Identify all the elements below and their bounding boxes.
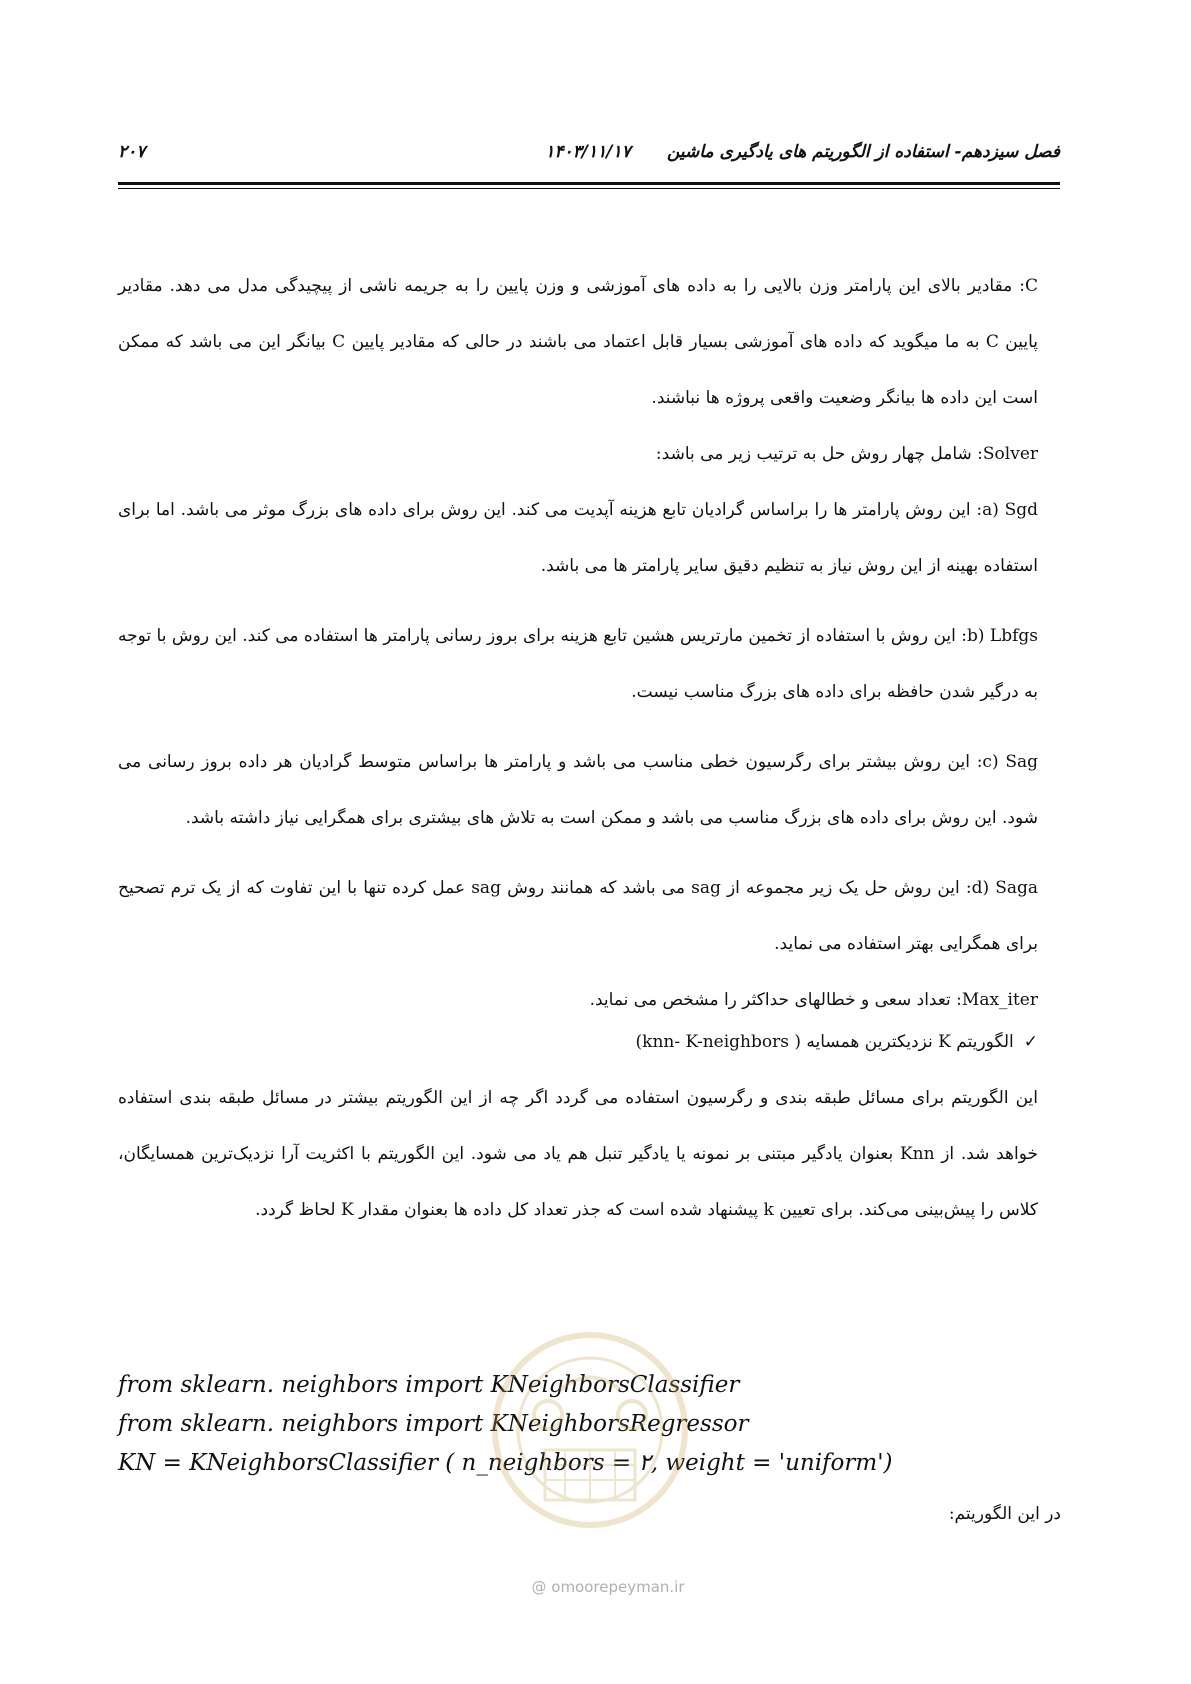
paragraph-sgd: a) Sgd: این روش پارامتر ها را براساس گرادیان تابع هزینه آپدیت می کند. این روش برای داده های بزرگ موثر می باشد. اما برای استفاده بهینه از این روش نیاز به تنظیم دقیق سایر پارامتر ها می باشد.	[118, 500, 1038, 576]
paragraph-sag: c) Sag: این روش بیشتر برای رگرسیون خطی مناسب می باشد و پارامتر ها براساس متوسط گرادیان هر داده بروز رسانی می شود. این روش برای داده های بزرگ مناسب می باشد و ممکن است به تلاش های بیشتری برای همگرایی نیاز داشته باشد.	[118, 752, 1038, 828]
page-number: ۲۰۷	[118, 142, 146, 162]
header-rule-thick	[118, 182, 1060, 185]
header-date: ۱۴۰۳/۱۱/۱۷	[545, 142, 631, 162]
paragraph-knn: این الگوریتم برای مسائل طبقه بندی و رگرسیون استفاده می گردد اگر چه از این الگوریتم بیشتر در مسائل طبقه بندی استفاده خواهد شد. از Knn بعنوان یادگیر مبتنی بر نمونه یا یادگیر تنبل هم یاد می شود. این الگوریتم با اکثریت آرا نزدیک‌ترین همسایگان، کلاس را پیش‌بینی می‌کند. برای تعیین k پیشنهاد شده است که جذر تعداد کل داده ها بعنوان مقدار K لحاظ گردد.	[118, 1088, 1038, 1220]
paragraph-lbfgs: b) Lbfgs: این روش با استفاده از تخمین مارتریس هشین تابع هزینه برای بروز رسانی پارامتر ها استفاده می کند. این روش با توجه به درگیر شدن حافظه برای داده های بزرگ مناسب نیست.	[118, 626, 1038, 702]
paragraph-max-iter: Max_iter: تعداد سعی و خطالهای حداکثر را مشخص می نماید.	[589, 990, 1038, 1010]
code-block	[118, 1366, 918, 1483]
checkmark-icon: ✓	[1023, 1032, 1038, 1052]
paragraph-solver: Solver: شامل چهار روش حل به ترتیب زیر می باشد:	[655, 444, 1038, 464]
chapter-title: فصل سیزدهم- استفاده از الگوریتم های یادگیری ماشین	[666, 142, 1060, 162]
page-header	[118, 142, 1060, 172]
code-line: from sklearn. neighbors import KNeighborsClassifier	[118, 1372, 740, 1398]
paragraph-in-this-algorithm: در این الگوریتم:	[948, 1504, 1061, 1524]
paragraph-c-param: C: مقادیر بالای این پارامتر وزن بالایی را به داده های آموزشی و وزن پایین را به جریمه ناشی از پیچیدگی مدل می دهد. مقادیر پایین C به ما میگوید که داده های آموزشی بسیار قابل اعتماد می باشند در حالی که مقادیر پایین C بیانگر این می باشد که ممکن است این داده ها بیانگر وضعیت واقعی پروژه ها نباشند.	[118, 276, 1039, 408]
knn-heading	[118, 1028, 1060, 1056]
header-rule-thin	[118, 188, 1060, 189]
code-line: KN = KNeighborsClassifier ( n_neighbors = ۲, weight = 'uniform')	[118, 1450, 893, 1476]
watermark-site: @ omoorepeyman.ir	[531, 1578, 685, 1596]
paragraph-saga: d) Saga: این روش حل یک زیر مجموعه از sag می باشد که همانند روش sag عمل کرده تنها با این تفاوت که از یک ترم تصحیح برای همگرایی بهتر استفاده می نماید.	[118, 878, 1039, 954]
watermark-site-text: omoorepeyman.ir	[551, 1578, 685, 1596]
page-body	[118, 258, 1060, 1252]
knn-heading-text: الگوریتم K نزدیکترین همسایه ( knn- K-neighbors)	[635, 1032, 1014, 1052]
code-line: from sklearn. neighbors import KNeighborsRegressor	[118, 1411, 749, 1437]
